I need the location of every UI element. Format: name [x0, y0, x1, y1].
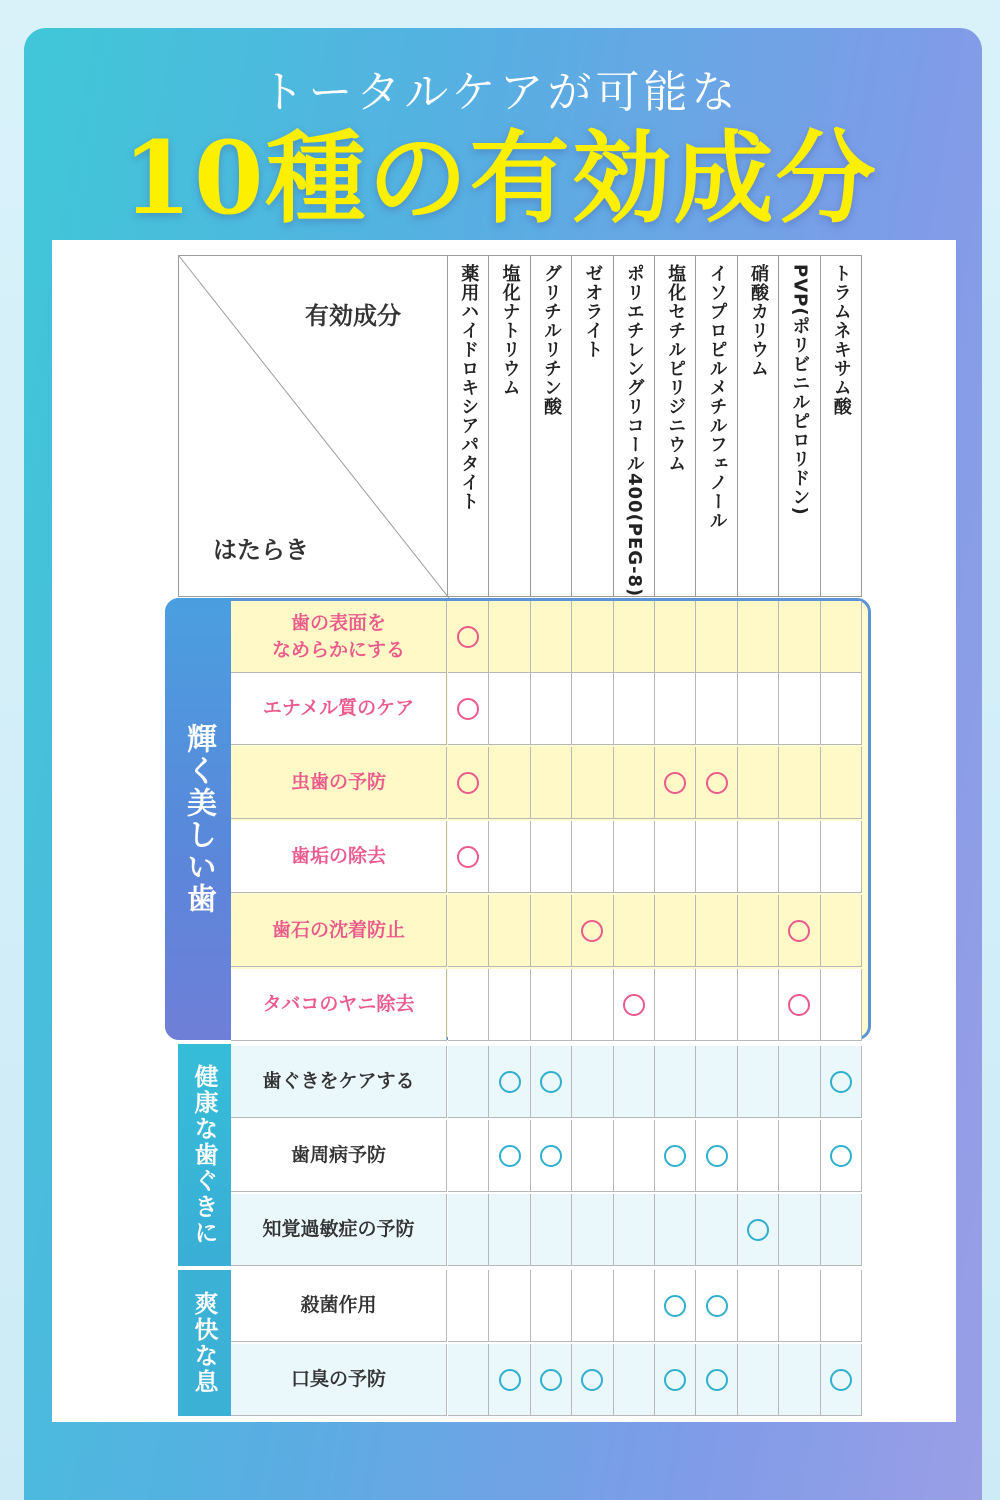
check-circle-icon — [457, 698, 479, 720]
category-healthy-gums: 健康な歯ぐきに — [178, 1044, 231, 1266]
table-cell — [696, 1194, 737, 1266]
table-cell — [531, 821, 572, 893]
table-cell — [614, 1120, 655, 1192]
check-circle-icon — [788, 920, 810, 942]
row-label-text: 口臭の予防 — [290, 1368, 386, 1390]
ingredient-header-10 — [821, 255, 862, 597]
table-cell — [696, 1270, 737, 1342]
row-label-text: 歯垢の除去 — [290, 845, 386, 867]
check-circle-icon — [664, 772, 686, 794]
table-cell — [489, 1120, 530, 1192]
table-cell — [738, 673, 779, 745]
row-label-text: 歯ぐきをケアする — [262, 1070, 415, 1092]
row-label — [231, 1344, 447, 1416]
check-circle-icon — [706, 1295, 728, 1317]
table-cell — [614, 1344, 655, 1416]
table-cell — [614, 1194, 655, 1266]
table-cell — [448, 895, 489, 967]
row-label-text: 殺菌作用 — [300, 1294, 377, 1316]
table-cell — [779, 1270, 820, 1342]
table-cell — [696, 1344, 737, 1416]
row-label — [231, 895, 447, 967]
table-cell — [448, 1270, 489, 1342]
check-circle-icon — [540, 1071, 562, 1093]
check-circle-icon — [540, 1145, 562, 1167]
table-cell — [489, 1270, 530, 1342]
table-cell — [696, 969, 737, 1041]
table-cell — [655, 1194, 696, 1266]
table-cell — [572, 747, 613, 819]
table-cell — [572, 1046, 613, 1118]
table-cell — [821, 1270, 862, 1342]
table-cell — [738, 1270, 779, 1342]
ingredient-name: PVP(ポリビニルピロリドン) — [789, 264, 811, 516]
functions-header-label: はたらき — [213, 536, 309, 564]
table-cell — [448, 673, 489, 745]
table-cell — [779, 673, 820, 745]
table-cell — [614, 747, 655, 819]
table-cell — [655, 1120, 696, 1192]
table-cell — [448, 1194, 489, 1266]
table-cell — [696, 895, 737, 967]
table-cell — [655, 673, 696, 745]
check-circle-icon — [457, 626, 479, 648]
table-cell — [779, 1120, 820, 1192]
row-label — [231, 601, 447, 673]
table-cell — [738, 1046, 779, 1118]
table-cell — [821, 1046, 862, 1118]
check-circle-icon — [457, 846, 479, 868]
table-cell — [779, 821, 820, 893]
check-circle-icon — [581, 1369, 603, 1391]
table-cell — [531, 1344, 572, 1416]
table-cell — [738, 1194, 779, 1266]
table-cell — [572, 821, 613, 893]
ingredient-header-7 — [696, 255, 737, 597]
headline: トータルケアが可能な — [260, 67, 740, 118]
ingredient-header-2 — [489, 255, 530, 597]
table-cell — [531, 1194, 572, 1266]
table-cell — [448, 1120, 489, 1192]
row-label — [231, 969, 447, 1041]
table-cell — [738, 1120, 779, 1192]
row-label-text: 歯石の沈着防止 — [271, 919, 405, 941]
table-cell — [614, 673, 655, 745]
table-cell — [738, 747, 779, 819]
table-cell — [738, 601, 779, 673]
table-cell — [696, 1046, 737, 1118]
row-label — [231, 747, 447, 819]
table-cell — [489, 1046, 530, 1118]
table-cell — [738, 895, 779, 967]
ingredient-name: 硝酸カリウム — [747, 264, 769, 378]
table-cell — [489, 601, 530, 673]
table-cell — [572, 1270, 613, 1342]
table-cell — [696, 821, 737, 893]
ingredient-name: グリチルリチン酸 — [540, 264, 562, 416]
row-label — [231, 673, 447, 745]
table-cell — [779, 1344, 820, 1416]
table-cell — [572, 1194, 613, 1266]
table-cell — [572, 673, 613, 745]
row-label — [231, 1194, 447, 1266]
check-circle-icon — [830, 1369, 852, 1391]
check-circle-icon — [457, 772, 479, 794]
row-label-text: エナメル質のケア — [262, 697, 415, 719]
table-cell — [696, 601, 737, 673]
table-cell — [531, 1120, 572, 1192]
ingredient-header-5 — [614, 255, 655, 597]
check-circle-icon — [664, 1295, 686, 1317]
check-circle-icon — [499, 1071, 521, 1093]
table-cell — [614, 1046, 655, 1118]
table-cell — [655, 601, 696, 673]
table-cell — [448, 1046, 489, 1118]
table-cell — [489, 747, 530, 819]
table-cell — [572, 1120, 613, 1192]
ingredient-header-3 — [531, 255, 572, 597]
ingredient-name: 塩化セチルピリジニウム — [665, 264, 687, 473]
table-cell — [821, 1344, 862, 1416]
ingredients-header-label: 有効成分 — [305, 302, 401, 330]
page-title: 10種の有効成分 — [122, 119, 878, 237]
ingredient-header-6 — [655, 255, 696, 597]
check-circle-icon — [830, 1145, 852, 1167]
row-label-text: 歯の表面を なめらかにする — [271, 611, 405, 661]
row-label-text: 知覚過敏症の予防 — [262, 1218, 415, 1240]
table-cell — [614, 895, 655, 967]
ingredient-header-9 — [779, 255, 820, 597]
table-cell — [572, 969, 613, 1041]
table-cell — [696, 1120, 737, 1192]
ingredient-header-1 — [448, 255, 489, 597]
row-label — [231, 821, 447, 893]
table-cell — [821, 601, 862, 673]
ingredient-header-8 — [738, 255, 779, 597]
check-circle-icon — [499, 1145, 521, 1167]
table-cell — [448, 1344, 489, 1416]
table-cell — [489, 895, 530, 967]
table-cell — [489, 821, 530, 893]
table-cell — [779, 747, 820, 819]
row-label-text: 虫歯の予防 — [290, 771, 386, 793]
table-cell — [531, 895, 572, 967]
check-circle-icon — [706, 1369, 728, 1391]
table-cell — [655, 821, 696, 893]
table-cell — [779, 895, 820, 967]
table-cell — [655, 747, 696, 819]
ingredient-name: ゼオライト — [582, 264, 604, 359]
check-circle-icon — [747, 1219, 769, 1241]
table-cell — [531, 601, 572, 673]
table-corner-header — [178, 255, 448, 597]
table-cell — [655, 1344, 696, 1416]
row-label — [231, 1046, 447, 1118]
table-cell — [821, 895, 862, 967]
check-circle-icon — [540, 1369, 562, 1391]
table-cell — [448, 601, 489, 673]
table-cell — [448, 821, 489, 893]
category-fresh-breath: 爽快な息 — [178, 1270, 231, 1416]
table-cell — [614, 1270, 655, 1342]
table-cell — [821, 747, 862, 819]
table-cell — [531, 969, 572, 1041]
check-circle-icon — [499, 1369, 521, 1391]
table-cell — [821, 1194, 862, 1266]
table-cell — [655, 1270, 696, 1342]
table-cell — [448, 969, 489, 1041]
table-cell — [779, 1046, 820, 1118]
ingredient-name: 薬用ハイドロキシアパタイト — [458, 264, 480, 511]
category-shining-teeth: 輝く美しい歯 — [165, 598, 231, 1040]
check-circle-icon — [706, 772, 728, 794]
table-cell — [779, 969, 820, 1041]
row-label-text: タバコのヤニ除去 — [262, 993, 415, 1015]
table-cell — [738, 821, 779, 893]
table-cell — [489, 969, 530, 1041]
table-cell — [821, 673, 862, 745]
table-cell — [489, 1344, 530, 1416]
table-cell — [531, 1046, 572, 1118]
check-circle-icon — [581, 920, 603, 942]
table-cell — [655, 969, 696, 1041]
check-circle-icon — [706, 1145, 728, 1167]
table-cell — [779, 1194, 820, 1266]
check-circle-icon — [664, 1145, 686, 1167]
table-cell — [821, 1120, 862, 1192]
table-cell — [572, 1344, 613, 1416]
table-cell — [489, 1194, 530, 1266]
table-cell — [779, 601, 820, 673]
table-cell — [572, 895, 613, 967]
table-cell — [738, 969, 779, 1041]
ingredient-name: トラムネキサム酸 — [830, 264, 852, 416]
table-cell — [655, 1046, 696, 1118]
ingredient-header-4 — [572, 255, 613, 597]
table-cell — [696, 673, 737, 745]
row-label — [231, 1120, 447, 1192]
check-circle-icon — [623, 994, 645, 1016]
ingredient-name: 塩化ナトリウム — [499, 264, 521, 397]
table-cell — [614, 601, 655, 673]
row-label — [231, 1270, 447, 1342]
check-circle-icon — [830, 1071, 852, 1093]
check-circle-icon — [788, 994, 810, 1016]
table-cell — [821, 969, 862, 1041]
table-cell — [614, 821, 655, 893]
table-cell — [448, 747, 489, 819]
table-cell — [655, 895, 696, 967]
table-cell — [696, 747, 737, 819]
table-cell — [489, 673, 530, 745]
table-cell — [531, 747, 572, 819]
table-cell — [821, 821, 862, 893]
ingredient-name: ポリエチレングリコール400(PEG-8) — [623, 264, 645, 598]
table-cell — [614, 969, 655, 1041]
row-label-text: 歯周病予防 — [290, 1144, 386, 1166]
table-cell — [572, 601, 613, 673]
table-cell — [531, 1270, 572, 1342]
table-cell — [531, 673, 572, 745]
ingredient-name: イソプロピルメチルフェノール — [706, 264, 728, 530]
table-cell — [738, 1344, 779, 1416]
check-circle-icon — [664, 1369, 686, 1391]
